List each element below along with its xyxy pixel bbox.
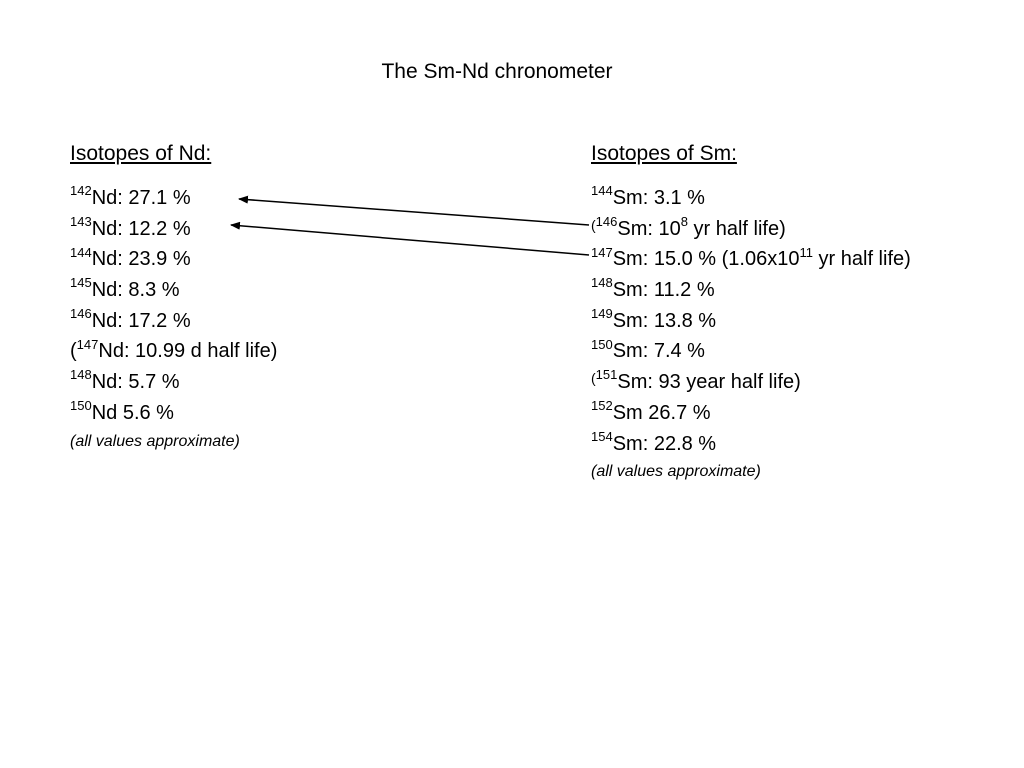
mass-number: 143 — [70, 214, 92, 230]
mass-number: 142 — [70, 183, 92, 199]
mass-number: 145 — [70, 275, 92, 291]
sm-148-line: $^{148}$Sm: 11.2 % — [591, 275, 715, 302]
mass-number: 154 — [591, 428, 613, 444]
mass-number: 144 — [591, 183, 613, 199]
sm-144-line: $^{144}$Sm: 3.1 % — [591, 183, 705, 209]
nd-146-line: $^{146}$Nd: 17.2 % — [70, 306, 191, 332]
exponent: 8 — [680, 214, 688, 230]
exponent: 11 — [799, 244, 813, 260]
arrow-146sm-to-142nd — [239, 199, 589, 225]
mass-number: 146 — [595, 214, 618, 230]
sm-isotopes-column — [591, 140, 911, 485]
sm-approx-note: (all values approximate) — [591, 463, 761, 481]
nd-isotopes-column — [70, 140, 277, 455]
sm-146-line: $^{(146}$Sm: $10^8$ yr half life) — [591, 214, 786, 240]
nd-150-line: $^{150}$Nd 5.6 % — [70, 398, 174, 424]
mass-number: 147 — [76, 336, 99, 352]
mass-number: 152 — [591, 398, 613, 414]
mass-number: 147 — [591, 244, 613, 260]
mass-number: 146 — [70, 306, 92, 322]
sm-150-line: $^{150}$Sm: 7.4 % — [591, 336, 705, 363]
mass-number: 151 — [595, 367, 618, 383]
mass-number: 149 — [591, 306, 613, 322]
mass-number: 150 — [591, 336, 613, 352]
nd-approx-note: (all values approximate) — [70, 432, 240, 450]
sm-heading: Isotopes of Sm: — [591, 142, 737, 165]
nd-148-line: $^{148}$Nd: 5.7 % — [70, 367, 180, 394]
mass-number: 144 — [70, 244, 92, 260]
nd-145-line: $^{145}$Nd: 8.3 % — [70, 275, 180, 302]
sm-152-line: $^{152}$Sm 26.7 % — [591, 398, 711, 424]
mass-number: 148 — [70, 367, 92, 383]
mass-number: 150 — [70, 398, 92, 414]
sm-147-line: $^{147}$Sm: 15.0 % ($1.06x10^{11}$ yr half life) — [591, 244, 911, 271]
mass-number: 148 — [591, 275, 613, 291]
nd-143-line: $^{143}$Nd: 12.2 % — [70, 214, 191, 240]
nd-heading: Isotopes of Nd: — [70, 142, 212, 165]
slide-title: The Sm-Nd chronometer — [381, 60, 613, 83]
nd-142-line: $^{142}$Nd: 27.1 % — [70, 183, 191, 209]
arrow-147sm-to-143nd — [231, 225, 589, 255]
sm-151-line: $^{(151}$Sm: 93 year half life) — [591, 367, 801, 394]
sm-149-line: $^{149}$Sm: 13.8 % — [591, 306, 717, 332]
nd-147-line: ($^{147}$Nd: 10.99 d half life) — [70, 336, 278, 363]
nd-144-line: $^{144}$Nd: 23.9 % — [70, 244, 191, 271]
sm-154-line: $^{154}$Sm: 22.8 % — [591, 428, 717, 455]
